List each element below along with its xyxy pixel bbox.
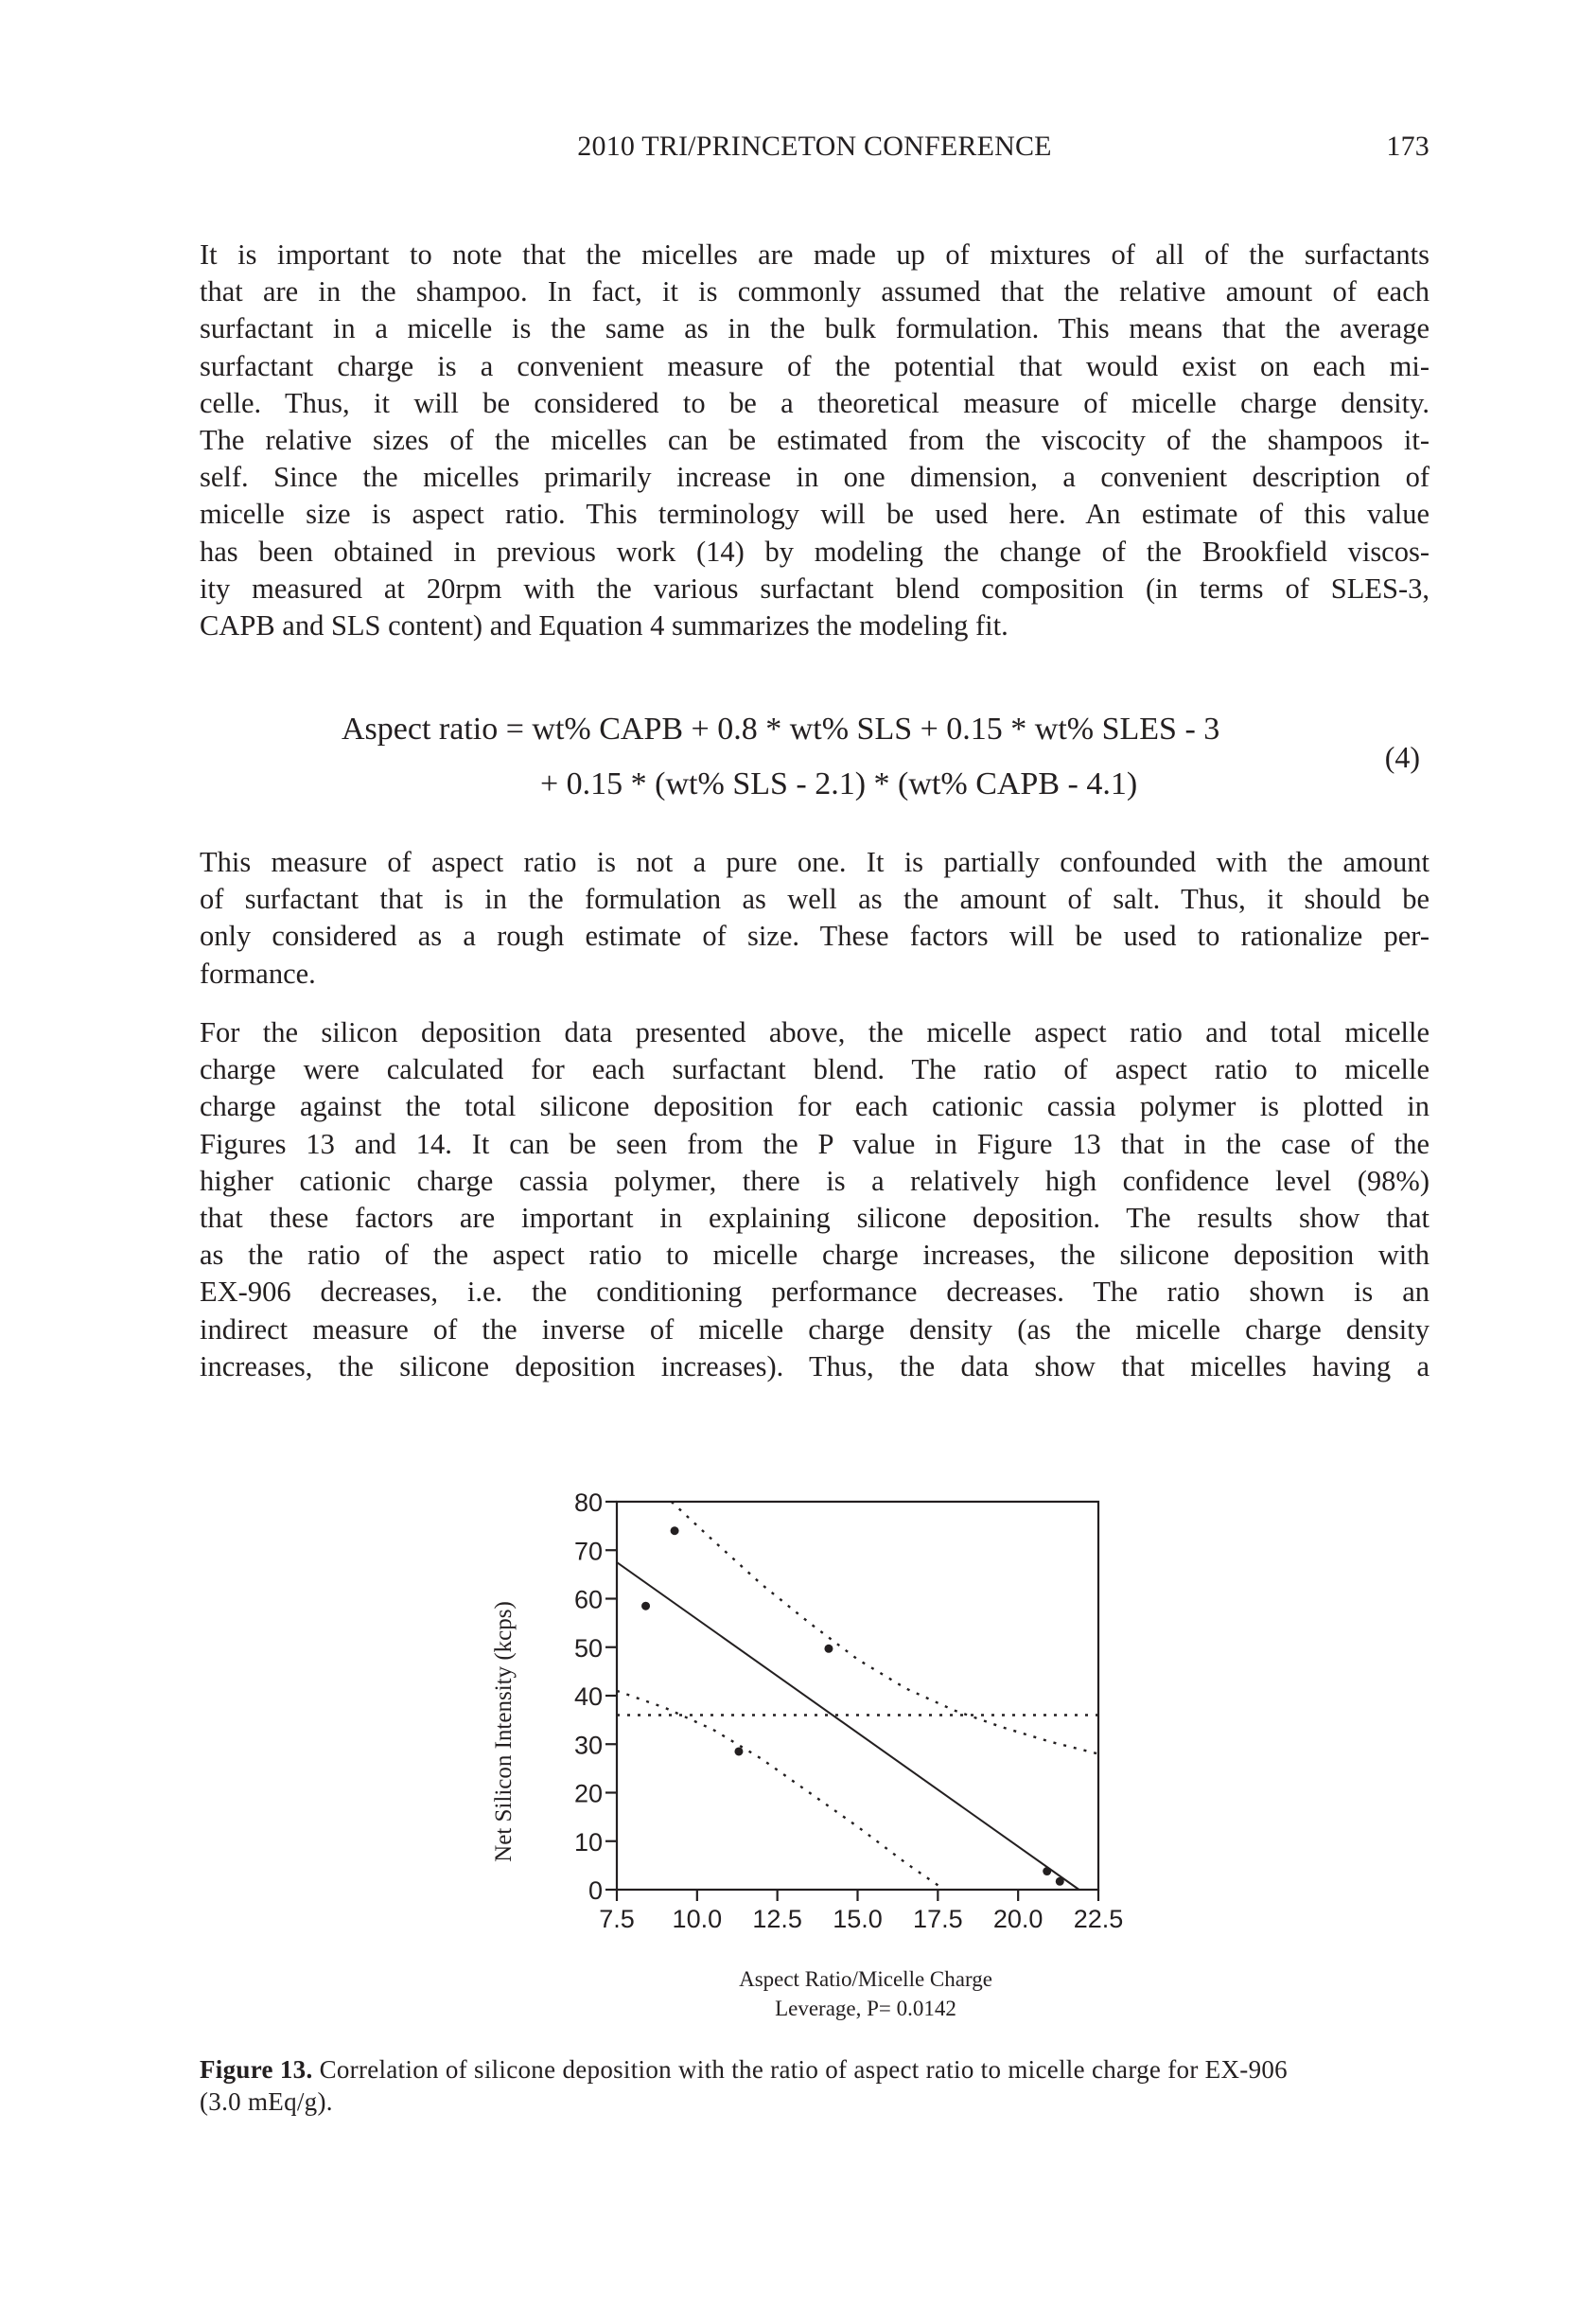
lower-confidence-line [617,1691,944,1890]
data-point [641,1602,650,1611]
data-point [671,1526,679,1535]
y-tick-label: 20 [573,1779,603,1808]
plot-border [617,1502,1098,1890]
y-tick-label: 30 [573,1731,603,1760]
data-point [824,1645,833,1653]
text-line: as the ratio of the aspect ratio to micelle charge increases, the silicone deposition with [200,1239,1429,1272]
equation-4 [200,712,1429,825]
text-line: has been obtained in previous work (14) by modeling the change of the Brookfield viscos- [200,535,1429,568]
page-number: 173 [1386,131,1429,162]
data-points [641,1526,1064,1886]
text-line: formance. [200,957,316,990]
x-axis-ticks [599,1890,1123,1933]
text-line: indirect measure of the inverse of micelle charge density (as the micelle charge density [200,1312,1429,1346]
text-line: surfactant in a micelle is the same as in the bulk formulation. This means that the average [200,312,1429,345]
x-tick-label: 20.0 [992,1905,1044,1933]
data-point [1043,1867,1051,1875]
figure-13-chart [473,1476,1154,2044]
text-line: higher cationic charge cassia polymer, there is a relatively high confidence level (98%) [200,1164,1429,1197]
x-tick-label: 7.5 [599,1905,635,1933]
x-tick-label: 22.5 [1073,1905,1124,1933]
text-line: CAPB and SLS content) and Equation 4 summarizes the modeling fit. [200,609,1008,643]
text-line: that are in the shampoo. In fact, it is commonly assumed that the relative amount of each [200,275,1429,308]
x-tick-label: 10.0 [672,1905,723,1933]
data-point [734,1747,743,1755]
equation-number: (4) [1384,740,1420,774]
fit-line [617,1562,1079,1890]
y-tick-label: 70 [573,1537,603,1566]
text-line: of surfactant that is in the formulation as well as the amount of salt. Thus, it should be [200,883,1429,916]
figure-caption-text-line2: (3.0 mEq/g). [200,2087,333,2116]
scatter-plot [473,1476,1154,2044]
paragraph-silicon-deposition [200,1014,1429,1385]
x-tick-label: 15.0 [833,1905,883,1933]
y-axis-ticks [574,1488,617,1905]
text-line: surfactant charge is a convenient measure of the potential that would exist on each mi- [200,349,1429,382]
figure-caption-text: Correlation of silicone deposition with the ratio of aspect ratio to micelle charge for EX-906 [319,2055,1288,2084]
data-point [1056,1877,1064,1886]
y-tick-label: 10 [573,1827,603,1857]
text-line: increases, the silicone deposition increases). Thus, the data show that micelles having a [200,1349,1429,1382]
fit-and-confidence-lines [617,1502,1098,1890]
plot-frame [617,1502,1098,1890]
paragraph-micelle-composition [200,237,1429,644]
text-line: The relative sizes of the micelles can be estimated from the viscocity of the shampoos it- [200,424,1429,457]
y-tick-label: 50 [573,1633,603,1663]
x-tick-label: 12.5 [752,1905,802,1933]
paragraph-aspect-ratio-caveat [200,844,1429,993]
equation-line-2: + 0.15 * (wt% SLS - 2.1) * (wt% CAPB - 4.1) [540,766,1138,801]
x-tick-label: 17.5 [913,1905,963,1933]
text-line: Figures 13 and 14. It can be seen from the P value in Figure 13 that in the case of the [200,1127,1429,1160]
y-tick-label: 60 [573,1585,603,1614]
text-line: EX-906 decreases, i.e. the conditioning performance decreases. The ratio shown is an [200,1276,1429,1309]
text-line: This measure of aspect ratio is not a pure one. It is partially confounded with the amount [200,846,1429,878]
x-axis-label: Aspect Ratio/Micelle Charge [739,1967,992,1991]
running-header [200,131,1429,168]
text-line: charge against the total silicone deposition for each cationic cassia polymer is plotted in [200,1090,1429,1123]
text-line: that these factors are important in explaining silicone deposition. The results show that [200,1202,1429,1235]
y-tick-label: 80 [573,1488,603,1517]
text-line: ity measured at 20rpm with the various surfactant blend composition (in terms of SLES-3, [200,572,1429,605]
text-line: celle. Thus, it will be considered to be a theoretical measure of micelle charge density. [200,386,1429,419]
text-line: self. Since the micelles primarily increase in one dimension, a convenient description of [200,461,1429,494]
y-tick-label: 40 [573,1682,603,1711]
x-axis-sublabel-p-value: Leverage, P= 0.0142 [775,1997,956,2020]
running-title: 2010 TRI/PRINCETON CONFERENCE [577,131,1052,162]
text-line: only considered as a rough estimate of size. These factors will be used to rationalize per- [200,920,1429,953]
figure-label: Figure 13. [200,2055,313,2084]
text-line: micelle size is aspect ratio. This terminology will be used here. An estimate of this value [200,498,1429,531]
text-line: For the silicon deposition data presented above, the micelle aspect ratio and total micelle [200,1016,1429,1048]
y-tick-label: 0 [588,1876,603,1905]
figure-caption [200,2053,1429,2118]
equation-line-1: Aspect ratio = wt% CAPB + 0.8 * wt% SLS + 0.15 * wt% SLES - 3 [342,712,1220,747]
y-axis-label: Net Silicon Intensity (kcps) [491,1601,517,1862]
text-line: charge were calculated for each surfactant blend. The ratio of aspect ratio to micelle [200,1053,1429,1086]
text-line: It is important to note that the micelles are made up of mixtures of all of the surfactants [200,238,1429,271]
